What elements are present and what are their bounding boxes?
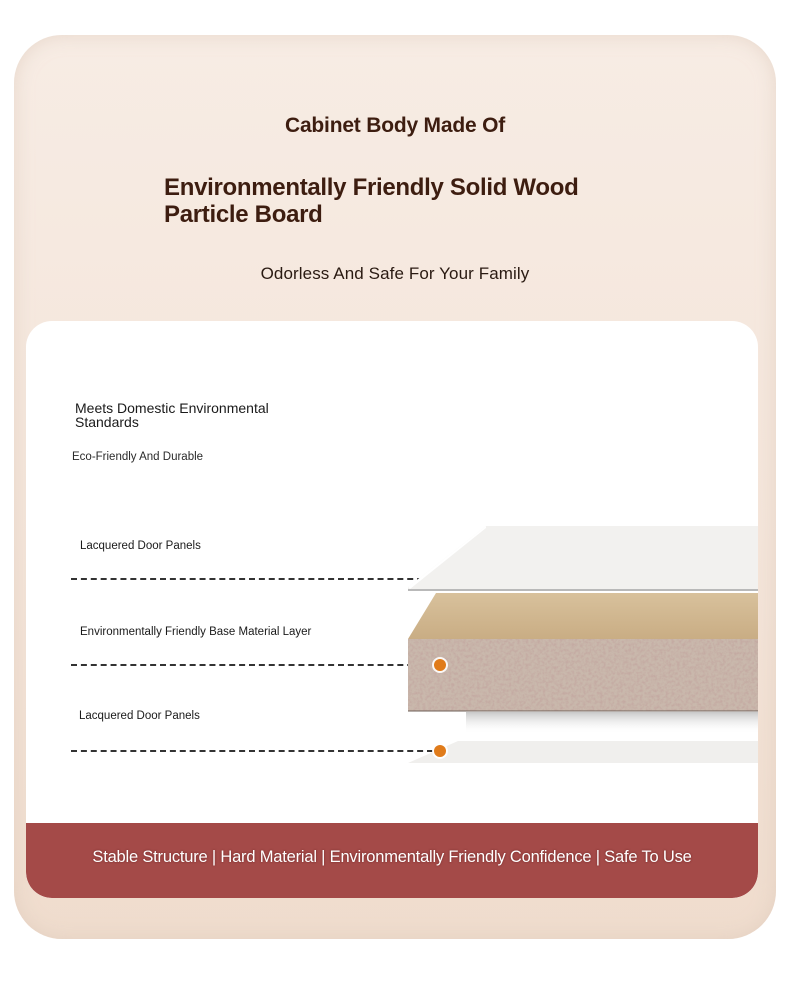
layer-leader-line-bottom [71,750,433,752]
subtitle: Odorless And Safe For Your Family [260,264,530,283]
heading-line-2: Environmentally Friendly Solid Wood Particle Board [164,174,579,228]
feature-banner-text: Stable Structure | Hard Material | Environmentally Friendly Confidence | Safe To Use [92,848,692,866]
heading-line-1: Cabinet Body Made Of [284,114,506,137]
standards-title: Meets Domestic Environmental Standards [75,400,269,430]
layer-marker-middle [434,659,446,671]
layer-leader-line-top [71,578,433,580]
bottom-panel-face [408,741,758,763]
core-top-face [408,593,758,639]
layer-marker-bottom [434,745,446,757]
top-panel-face [408,526,758,589]
layer-label-middle: Environmentally Friendly Base Material Layer [80,626,312,638]
particle-board-illustration [406,521,758,771]
layer-leader-line-middle [71,664,433,666]
layer-label-top: Lacquered Door Panels [80,540,201,552]
standards-subtitle: Eco-Friendly And Durable [72,451,204,463]
layer-label-bottom: Lacquered Door Panels [79,710,200,722]
material-panel [26,321,758,898]
